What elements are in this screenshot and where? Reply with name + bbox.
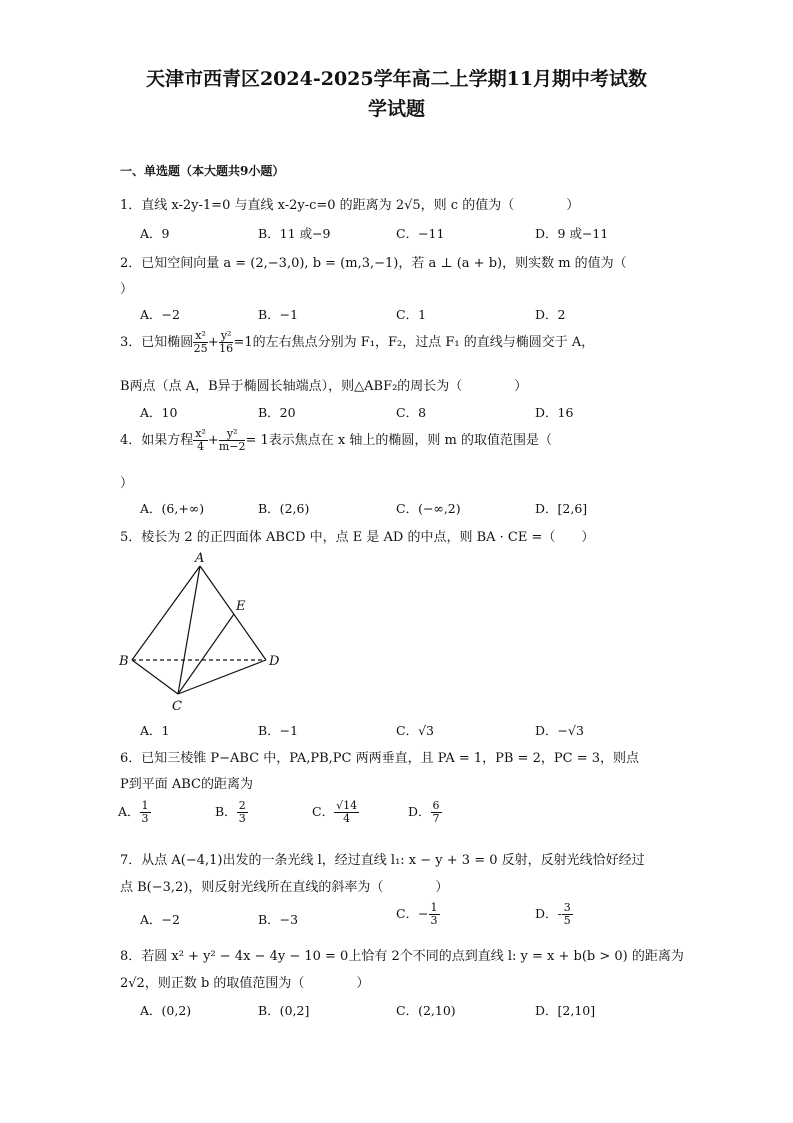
q2-option-c: C．1 <box>396 307 427 322</box>
q5-option-c: C．√3 <box>396 723 434 738</box>
q7-d-den: 5 <box>563 914 571 927</box>
question-2-stem: 2．已知空间向量 a = (2,−3,0), b = (m,3,−1)，若 a ⊥ (a + b)，则实数 m 的值为（ <box>120 256 627 271</box>
q7-option-a: A．−2 <box>140 912 180 927</box>
q2-option-d: D．2 <box>535 307 566 322</box>
page-title <box>80 64 713 124</box>
question-7-stem-cont: 点 B(−3,2)，则反射光线所在直线的斜率为（ ） <box>120 880 449 895</box>
edge-ad <box>200 566 266 660</box>
q5-option-b: B．−1 <box>258 723 299 738</box>
q2-option-a: A．−2 <box>140 307 180 322</box>
q3-option-c: C．8 <box>396 405 427 420</box>
q4-option-a: A．(6,+∞) <box>140 501 205 516</box>
q6-option-a <box>118 800 151 825</box>
q3-option-b: B．20 <box>258 405 296 420</box>
q7-option-c-fraction <box>429 902 440 927</box>
label-b: B <box>119 654 129 669</box>
q4-option-b: B．(2,6) <box>258 501 310 516</box>
q8-option-b: B．(0,2] <box>258 1003 310 1018</box>
title-line-2: 学试题 <box>367 98 425 120</box>
q3-fraction-x <box>193 330 208 355</box>
q6-option-c-fraction <box>334 800 359 825</box>
edge-bc <box>132 660 178 694</box>
question-6-stem: 6．已知三棱锥 P−ABC 中，PA,PB,PC 两两垂直，且 PA = 1，PB = 2，PC = 3，则点 <box>120 751 639 766</box>
q7-option-d-label: D．- <box>535 906 562 921</box>
q6-b-num: 2 <box>238 799 246 812</box>
q3-stem-post: =1的左右焦点分别为 F₁，F₂，过点 F₁ 的直线与椭圆交于 A， <box>233 335 595 350</box>
question-2-stem-cont: ） <box>120 282 134 297</box>
question-5-stem: 5．棱长为 2 的正四面体 ABCD 中，点 E 是 AD 的中点，则 BA · CE =（ ） <box>120 530 595 545</box>
q6-option-b <box>215 800 248 825</box>
q6-option-c-label: C． <box>312 804 335 819</box>
q5-option-d: D．−√3 <box>535 723 584 738</box>
q3-fraction-y <box>219 330 234 355</box>
q7-option-d <box>535 902 573 927</box>
label-d: D <box>269 654 280 669</box>
label-e: E <box>236 599 246 614</box>
q6-option-a-label: A． <box>118 804 140 819</box>
q4-option-d: D．[2,6] <box>535 501 588 516</box>
question-6-stem-cont: P到平面 ABC的距离为 <box>120 777 254 792</box>
question-4-stem: 4．如果方程 $\frac{\text{x²}}{4}$ + $\frac{\text{y²}}{m-2}$ = 1表示焦点在 x 轴上的椭圆，则 m 的取值范围是（ <box>120 427 552 453</box>
q4-stem-post: = 1表示焦点在 x 轴上的椭圆，则 m 的取值范围是（ <box>245 433 552 448</box>
segment-ce <box>178 614 234 694</box>
question-4-stem-cont: ） <box>120 476 134 491</box>
question-8-stem: 8．若圆 x² + y² − 4x − 4y − 10 = 0上恰有 2个不同的点到直线 l: y = x + b(b > 0) 的距离为 <box>120 949 684 964</box>
q4-option-c: C．(−∞,2) <box>396 501 461 516</box>
q8-option-a: A．(0,2) <box>140 1003 192 1018</box>
q6-option-d-fraction <box>431 800 442 825</box>
q7-d-num: 3 <box>563 901 571 914</box>
q7-option-b: B．−3 <box>258 912 299 927</box>
q6-b-den: 3 <box>238 812 246 825</box>
q7-c-num: 1 <box>430 901 438 914</box>
q3-option-a: A．10 <box>140 405 178 420</box>
q6-option-c <box>312 800 359 825</box>
edge-ab <box>132 566 200 660</box>
q7-c-den: 3 <box>430 914 438 927</box>
q3-frac1-den: 25 <box>193 342 208 355</box>
q8-option-c: C．(2,10) <box>396 1003 456 1018</box>
q3-option-d: D．16 <box>535 405 574 420</box>
q2-option-b: B．−1 <box>258 307 299 322</box>
q7-option-d-fraction <box>562 902 573 927</box>
q1-option-c: C．−11 <box>396 226 445 241</box>
q3-frac2-den: 16 <box>219 342 234 355</box>
q3-stem-pre: 3．已知椭圆 <box>120 335 194 350</box>
q4-fraction-y <box>219 428 246 453</box>
q6-c-num: √14 <box>336 799 358 812</box>
edge-cd <box>178 660 266 694</box>
q4-frac2-den: m−2 <box>218 440 246 453</box>
label-a: A <box>195 551 205 566</box>
q6-option-b-label: B． <box>215 804 237 819</box>
q4-frac2-num: y² <box>219 428 246 441</box>
edge-ac <box>178 566 200 694</box>
q1-option-b: B．11 或−9 <box>258 226 331 241</box>
q6-a-den: 3 <box>141 812 149 825</box>
section-heading: 一、单选题（本大题共9小题） <box>120 164 285 178</box>
q4-frac1-num: x² <box>195 427 206 440</box>
question-8-stem-cont: 2√2，则正数 b 的取值范围为（ ） <box>120 976 370 991</box>
question-3-stem-cont: B两点（点 A，B异于椭圆长轴端点），则△ABF₂的周长为（ ） <box>120 379 528 394</box>
q6-a-num: 1 <box>141 799 149 812</box>
q5-option-a: A．1 <box>140 723 170 738</box>
q6-d-num: 6 <box>432 799 440 812</box>
q1-option-a: A．9 <box>140 226 170 241</box>
question-1-stem: 1．直线 x-2y-1=0 与直线 x-2y-c=0 的距离为 2√5，则 c 的值为（ ） <box>120 198 580 213</box>
q8-option-d: D．[2,10] <box>535 1003 596 1018</box>
q4-frac1-den: 4 <box>197 440 205 453</box>
question-7-stem: 7．从点 A(−4,1)出发的一条光线 l，经过直线 l₁: x − y + 3 = 0 反射，反射光线恰好经过 <box>120 853 645 868</box>
title-line-1: 天津市西青区2024-2025学年高二上学期11月期中考试数 <box>145 68 648 90</box>
q3-frac1-num: x² <box>195 329 206 342</box>
q6-option-d-label: D． <box>408 804 431 819</box>
q6-option-a-fraction <box>140 800 151 825</box>
q4-fraction-x <box>193 428 208 453</box>
label-c: C <box>172 699 182 714</box>
q1-option-d: D．9 或−11 <box>535 226 609 241</box>
q6-option-b-fraction <box>237 800 248 825</box>
q4-stem-pre: 4．如果方程 <box>120 433 194 448</box>
question-3-stem: 3．已知椭圆 $\frac{\text{x²}}{25}$ + $\frac{\text{y²}}{16}$ =1的左右焦点分别为 F₁，F₂，过点 F₁ 的直线与椭圆交于 A， <box>120 329 595 355</box>
q7-option-c <box>396 902 440 927</box>
tetrahedron-figure <box>116 548 296 716</box>
q6-option-d <box>408 800 442 825</box>
q7-option-c-label: C．− <box>396 906 429 921</box>
q6-c-den: 4 <box>343 812 351 825</box>
q6-d-den: 7 <box>432 812 440 825</box>
q3-frac2-num: y² <box>220 329 232 342</box>
